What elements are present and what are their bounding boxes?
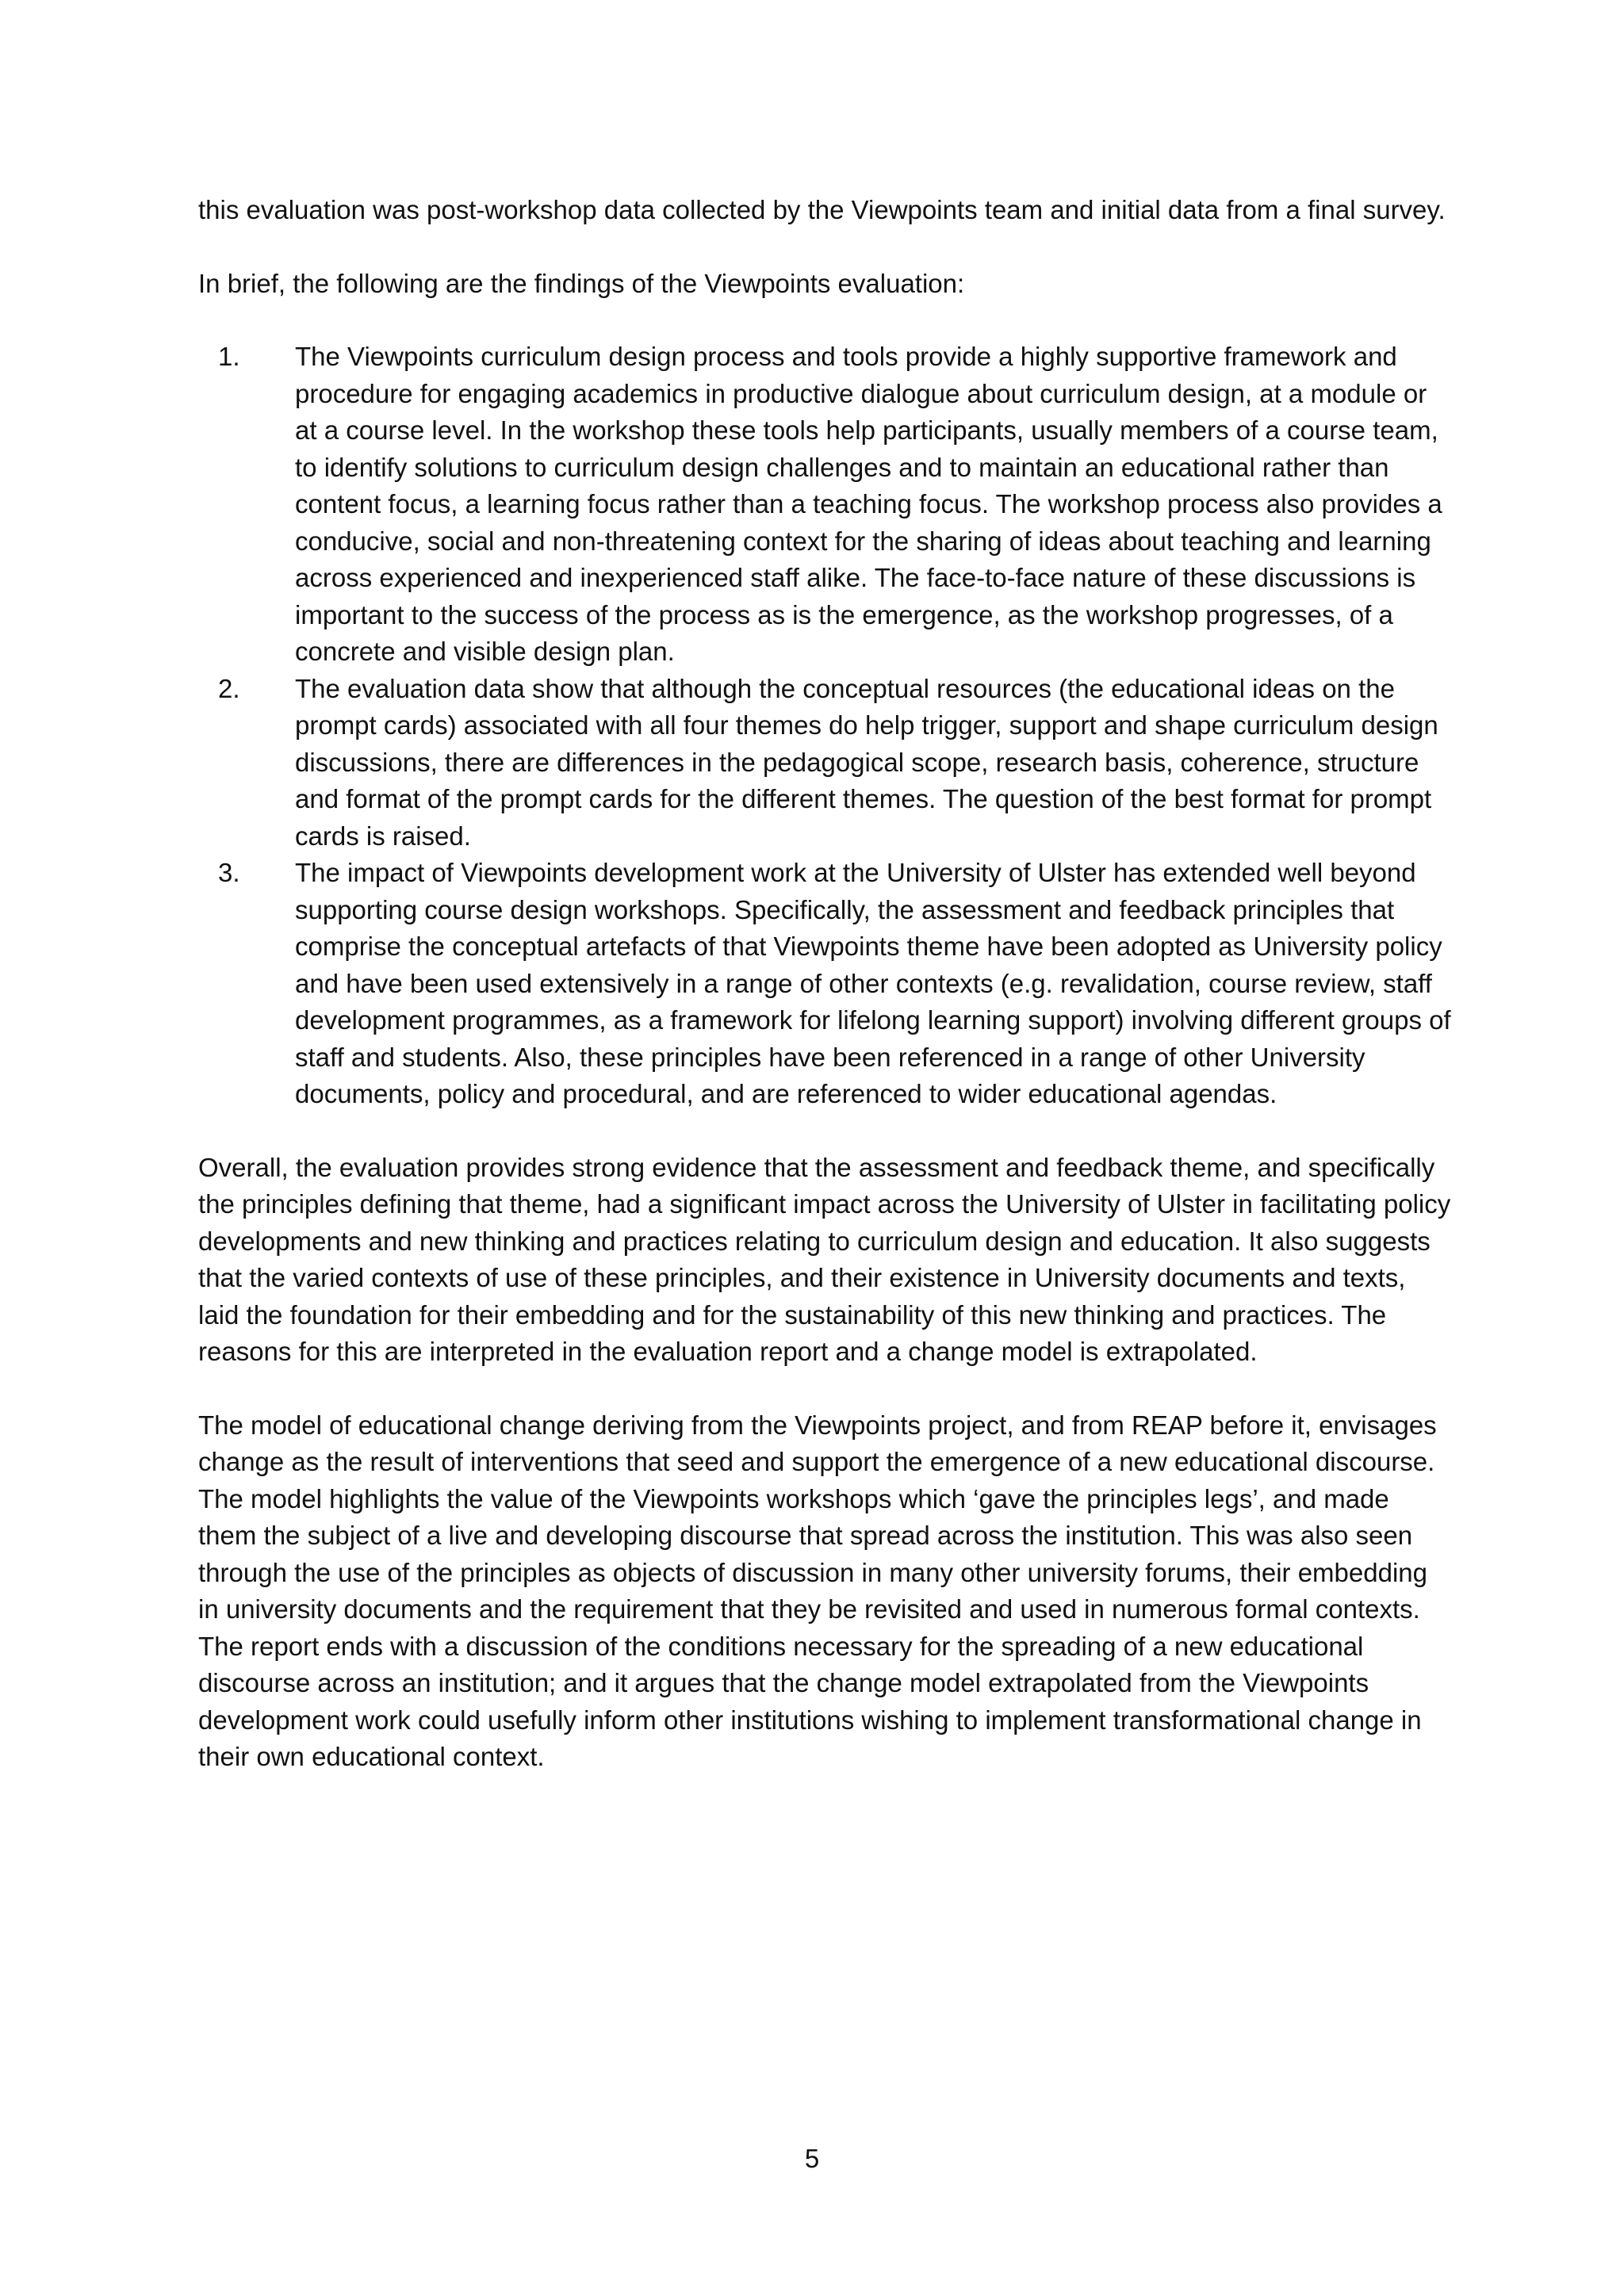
finding-number: 1. bbox=[218, 342, 240, 371]
finding-number: 2. bbox=[218, 673, 240, 703]
finding-number: 3. bbox=[218, 858, 240, 887]
page-body bbox=[198, 192, 1451, 1776]
finding-text: The impact of Viewpoints development work at the University of Ulster has extended well beyond supporting course design workshops. Specifically, the assessment and feedback principles that comprise the conceptual artefacts of that Viewpoints theme have been adopted as University policy and have been used extensively in a range of other contexts (e.g. revalidation, course review, staff development programmes, as a framework for lifelong learning support) involving different groups of staff and students. Also, these principles have been referenced in a range of other University documents, policy and procedural, and are referenced to wider educational agendas. bbox=[295, 858, 1451, 1108]
change-model-paragraph: The model of educational change deriving from the Viewpoints project, and from REAP before it, envisages change as the result of interventions that seed and support the emergence of a new educational discourse. The model highlights the value of the Viewpoints workshops which ‘gave the principles legs’, and made them the subject of a live and developing discourse that spread across the institution. This was also seen through the use of the principles as objects of discussion in many other university forums, their embedding in university documents and the requirement that they be revisited and used in numerous formal contexts. The report ends with a discussion of the conditions necessary for the spreading of a new educational discourse across an institution; and it argues that the change model extrapolated from the Viewpoints development work could usefully inform other institutions wishing to implement transformational change in their own educational context. bbox=[198, 1410, 1437, 1771]
finding-text: The Viewpoints curriculum design process and tools provide a highly supportive framework and procedure for engaging academics in productive dialogue about curriculum design, at a module or at a course level. In the workshop these tools help participants, usually members of a course team, to identify solutions to curriculum design challenges and to maintain an educational rather than content focus, a learning focus rather than a teaching focus. The workshop process also provides a conducive, social and non-threatening context for the sharing of ideas about teaching and learning across experienced and inexperienced staff alike. The face-to-face nature of these discussions is important to the success of the process as is the emergence, as the workshop progresses, of a concrete and visible design plan. bbox=[295, 342, 1442, 666]
findings-intro: In brief, the following are the findings of the Viewpoints evaluation: bbox=[198, 268, 965, 298]
finding-item bbox=[198, 855, 1451, 1113]
page-number: 5 bbox=[804, 2144, 820, 2173]
overall-paragraph: Overall, the evaluation provides strong evidence that the assessment and feedback theme, and specifically the principles defining that theme, had a significant impact across the University of Ulster in facilitating policy developments and new thinking and practices relating to curriculum design and education. It also suggests that the varied contexts of use of these principles, and their existence in University documents and texts, laid the foundation for their embedding and for the sustainability of this new thinking and practices. The reasons for this are interpreted in the evaluation report and a change model is extrapolated. bbox=[198, 1152, 1451, 1366]
continuation-paragraph: this evaluation was post-workshop data collected by the Viewpoints team and initial data from a final survey. bbox=[198, 195, 1446, 224]
finding-text: The evaluation data show that although the conceptual resources (the educational ideas on the prompt cards) associated with all four themes do help trigger, support and shape curriculum design discussions, there are differences in the pedagogical scope, research basis, coherence, structure and format of the prompt cards for the different themes. The question of the best format for prompt cards is raised. bbox=[295, 673, 1438, 851]
findings-list bbox=[198, 339, 1451, 1113]
finding-item bbox=[198, 339, 1451, 671]
finding-item bbox=[198, 671, 1451, 855]
